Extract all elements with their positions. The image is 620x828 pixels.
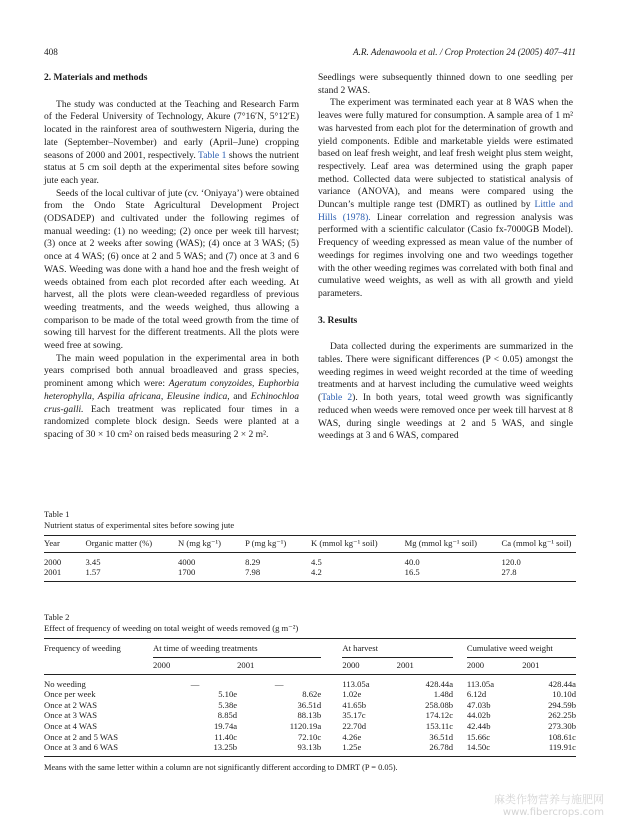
table-row	[44, 689, 576, 700]
cell-value: —	[274, 678, 284, 689]
cell-value: 15.66c	[466, 731, 491, 742]
year-header: 2001	[237, 658, 321, 675]
year-header: 2000	[342, 658, 396, 675]
cell-value: 47.03b	[466, 699, 491, 710]
cell-value: 262.25b	[548, 710, 576, 721]
cell-value: 11.40c	[214, 731, 238, 742]
table-footnote: Means with the same letter within a column are not significantly different according to DMRT (P = 0.05).	[44, 762, 398, 772]
paragraph: The experiment was terminated each year at 8 WAS when the leaves were fully matured for consumption. A sample area of 1 m² was harvested from each plot for the determination of growth and yield components. Edible and marketable yields were estimated based on leaf fresh weight, and leaf fresh weight plus stem weight, respectively. Leaf area was determined using the graph paper method. Collected data were subjected to statistical analysis of variance (ANOVA), and means were compared using the Duncan’s multiple range test (DMRT) as outlined by Little and Hills (1978). Linear correlation and regression analysis was performed with a scientific calculator (Casio fx-7000GB Model). Frequency of weeding expressed as mean value of the number of weedings for regimes involving one and two weedings together with the other weeding regimes was correlated with both final and cumulative weed weights, as well as with all growth and yield parameters.	[318, 97, 573, 299]
column-header: Year	[44, 536, 85, 553]
table-label: Table 1	[44, 509, 70, 519]
row-label: No weeding	[44, 678, 86, 689]
cell-value: 5.38e	[218, 699, 238, 710]
table-caption: Effect of frequency of weeding on total weight of weeds removed (g m⁻²)	[44, 623, 299, 633]
table-row	[44, 674, 576, 689]
journal-citation: A.R. Adenawoola et al. / Crop Protection 24 (2005) 407–411	[352, 47, 576, 57]
cell-value: 14.50c	[467, 742, 522, 756]
table-row	[44, 700, 576, 711]
cell-value: 36.51d	[297, 699, 322, 710]
column-header: Mg (mmol kg⁻¹ soil)	[405, 536, 502, 553]
row-label: Once at 3 WAS	[44, 710, 98, 721]
cell-value: 119.91c	[522, 742, 576, 756]
row-label: Once per week	[44, 689, 96, 700]
column-group-header: At harvest	[342, 639, 453, 658]
column-header: Ca (mmol kg⁻¹ soil)	[501, 536, 576, 553]
column-group-header: At time of weeding treatments	[153, 639, 321, 658]
cell-value: 153.11c	[425, 721, 454, 732]
cell-value: 1.02e	[342, 689, 362, 700]
year-header: 2000	[153, 658, 237, 675]
row-label: Once at 4 WAS	[44, 721, 98, 732]
cell-value: 88.13b	[297, 710, 322, 721]
column-header: Organic matter (%)	[85, 536, 178, 553]
cell-value: 10.10d	[552, 689, 576, 700]
cell-value: 4.26e	[342, 731, 362, 742]
page-number: 408	[44, 47, 58, 57]
table-row: 2000 3.45 4000 8.29 4.5 40.0 120.0	[44, 556, 521, 567]
cell-value: 93.13b	[237, 742, 321, 756]
watermark-url: www.fibercrops.com	[502, 807, 604, 818]
table2-link[interactable]: Table 2	[321, 392, 353, 404]
cell-value: 41.65b	[342, 699, 367, 710]
year-header: 2000	[467, 658, 522, 675]
paragraph: The main weed population in the experimental area in both years comprised both annual broadleaved and grass species, prominent among which were: Ageratum conyzoides, Euphorbia heterophylla, Aspilia africana, Eleusine indica, and Echinochloa crus-galli. Each treatment was replicated four times in a randomized complete block design. Seeds were planted at a spacing of 30 × 10 cm² on raised beds measuring 2 × 2 m².	[44, 352, 300, 440]
table-label: Table 2	[44, 612, 70, 622]
column-group-header: Cumulative weed weight	[467, 639, 576, 658]
table-caption: Nutrient status of experimental sites before sowing jute	[44, 520, 235, 530]
reference-link[interactable]: Little and Hills (1978).	[318, 199, 573, 223]
cell-value: 36.51d	[429, 731, 454, 742]
table-row	[44, 742, 576, 756]
table-1	[44, 509, 576, 582]
paragraph: The study was conducted at the Teaching and Research Farm of the Federal University of Technology, Akure (7°16′N, 5°12′E) located in the rainforest area of southwestern Nigeria, during the late (September–November) and early (April–June) cropping seasons of 2000 and 2001, respectively. Table 1 shows the nutrient status at 5 cm soil depth at the experimental sites before sowing jute each year.	[44, 98, 299, 186]
cell-value: 174.12c	[425, 710, 454, 721]
year-header: 2001	[397, 658, 453, 675]
cell-value: —	[190, 678, 200, 689]
year-header: 2001	[522, 658, 576, 675]
cell-value: 1.48d	[433, 689, 454, 700]
cell-value: 1120.19a	[289, 721, 322, 732]
table-row: 2001 1.57 1700 7.98 4.2 16.5 27.8	[44, 567, 576, 581]
cell-value: 8.62e	[302, 689, 322, 700]
row-label: Once at 2 WAS	[44, 699, 98, 710]
row-label: Once at 2 and 5 WAS	[44, 731, 119, 742]
section-heading-results: 3. Results	[318, 314, 358, 326]
left-column	[44, 72, 299, 442]
cell-value: 108.61c	[548, 731, 576, 742]
table-2	[44, 612, 576, 772]
right-column	[318, 72, 573, 443]
cell-value: 42.44b	[466, 721, 491, 732]
cell-value: 113.05a	[466, 678, 495, 689]
cell-value: 13.25b	[153, 742, 237, 756]
section-heading-methods: 2. Materials and methods	[44, 72, 148, 83]
cell-value: 273.30b	[548, 721, 576, 732]
cell-value: 44.02b	[466, 710, 491, 721]
cell-value: 22.70d	[342, 721, 367, 732]
cell-value: 26.78d	[397, 742, 453, 756]
cell-value: 8.85d	[217, 710, 238, 721]
table-row	[44, 710, 576, 721]
cell-value: 428.44a	[548, 678, 576, 689]
paragraph: Seedlings were subsequently thinned down to one seedling per stand 2 WAS.	[318, 72, 573, 96]
cell-value: 294.59b	[548, 699, 576, 710]
cell-value: 6.12d	[466, 689, 487, 700]
column-header: N (mg kg⁻¹)	[178, 536, 245, 553]
column-header: K (mmol kg⁻¹ soil)	[311, 536, 405, 553]
watermark-chinese: 麻类作物营养与施肥网	[494, 793, 604, 806]
table-row	[44, 732, 576, 743]
table1-link[interactable]: Table 1	[198, 149, 227, 161]
watermark	[494, 791, 604, 818]
column-header: P (mg kg⁻¹)	[245, 536, 311, 553]
cell-value: 113.05a	[342, 678, 370, 689]
cell-value: 72.10c	[297, 731, 322, 742]
cell-value: 428.44a	[425, 678, 454, 689]
column-header: Frequency of weeding	[44, 639, 153, 658]
table-row	[44, 721, 576, 732]
cell-value: 19.74a	[213, 721, 238, 732]
cell-value: 35.17c	[342, 710, 366, 721]
cell-value: 258.08b	[425, 699, 454, 710]
cell-value: 1.25e	[342, 742, 396, 756]
row-label: Once at 3 and 6 WAS	[44, 742, 153, 756]
cell-value: 5.10e	[218, 689, 238, 700]
paragraph: Data collected during the experiments are summarized in the tables. There were significant differences (P < 0.05) amongst the weeding regimes in weed weight recorded at the time of weeding treatments and at harvest including the cumulative weed weights (Table 2). In both years, total weed growth was significantly reduced when weeds were removed once per week till harvest at 8 WAS, during single weedings at 2 and 5 WAS, and single weedings at 3 and 6 WAS, compared	[318, 341, 574, 442]
paragraph: Seeds of the local cultivar of jute (cv. ‘Oniyaya’) were obtained from the Ondo State Agricultural Development Project (ODSADEP) and cultivated under the following regimes of manual weeding: (1) no weeding; (2) once per week till harvest; (3) once at 2 weeks after sowing (WAS); (4) once at 3 WAS; (5) once at 4 WAS; (6) once at 2 and 5 WAS; and (7) once at 3 and 6 WAS. Weeding was done with a hand hoe and the fresh weight of weeds obtained from each plot recorded after each weeding. At harvest, all the plots were clean-weeded regardless of previous weeding treatments, and the weeds weighed, thus allowing a comparison to be made of the total weed growth from the time of sowing till harvest for the different treatments. All the plots were weed free at sowing.	[44, 187, 299, 352]
